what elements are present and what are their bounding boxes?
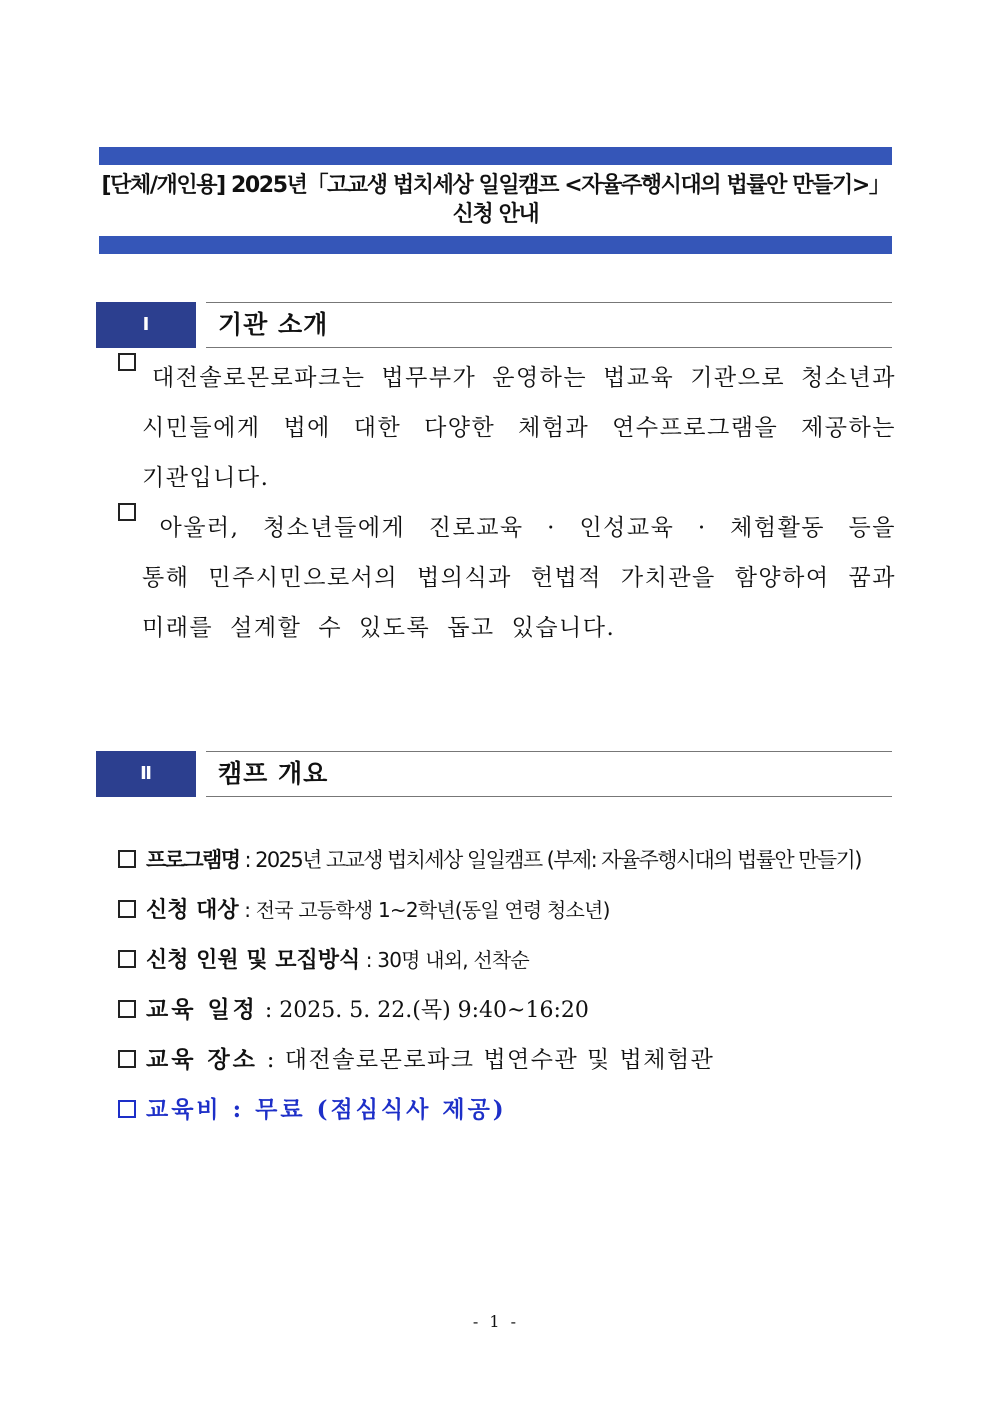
paragraph-word: 미래를 xyxy=(142,615,214,641)
paragraph-word: · xyxy=(547,515,556,541)
checkbox-icon xyxy=(118,503,136,521)
section-1-number: Ⅰ xyxy=(96,302,196,348)
paragraph-word: 다양한 xyxy=(424,415,496,441)
section-2-title-frame xyxy=(206,751,892,797)
paragraph-word: 시민들에게 xyxy=(142,415,261,441)
paragraph-word: 기관입니다. xyxy=(142,465,270,491)
item-value: : 2025년 고교생 법치세상 일일캠프 (부제: 자율주행시대의 법률안 만들기) xyxy=(239,848,861,872)
paragraph-word: 함양하여 xyxy=(734,565,830,591)
paragraph-word: 대한 xyxy=(353,415,402,441)
paragraph-word: · xyxy=(697,515,707,541)
paragraph-word: 제공하는 xyxy=(801,415,896,441)
item-label: 신청 대상 xyxy=(146,898,239,923)
section-2-number: Ⅱ xyxy=(96,751,196,797)
paragraph-word: 체험과 xyxy=(518,415,590,441)
paragraph-word: 운영하는 xyxy=(492,365,588,391)
paragraph-word: 법교육 xyxy=(603,365,675,391)
paragraph-word: 아울러, xyxy=(159,515,240,541)
section-2-header xyxy=(96,751,892,797)
intro-paragraph-2 xyxy=(118,503,896,653)
title-line-1: [단체/개인용] 2025년「고교생 법치세상 일일캠프 <자율주행시대의 법률안 만들기>」 xyxy=(101,173,890,198)
paragraph-word: 등을 xyxy=(848,515,896,541)
overview-item-fee xyxy=(118,1095,507,1125)
checkbox-icon xyxy=(118,1050,136,1068)
section-1-header xyxy=(96,302,892,348)
paragraph-line xyxy=(118,453,896,503)
paragraph-word: 청소년들에게 xyxy=(262,515,406,541)
paragraph-word: 체험활동 xyxy=(730,515,826,541)
checkbox-icon xyxy=(118,1000,136,1018)
document-title xyxy=(99,165,892,236)
section-1-title-frame xyxy=(206,302,892,348)
paragraph-word: 인성교육 xyxy=(579,515,675,541)
paragraph-word: 가치관을 xyxy=(620,565,716,591)
paragraph-line xyxy=(118,553,896,603)
paragraph-word: 대전솔로몬로파크는 xyxy=(151,365,366,391)
overview-item-target xyxy=(118,895,610,926)
paragraph-word: 수 xyxy=(318,615,343,641)
checkbox-icon xyxy=(118,1100,136,1118)
checkbox-icon xyxy=(118,353,136,371)
document-title-block xyxy=(99,147,892,254)
title-bottom-bar xyxy=(99,236,892,254)
paragraph-word: 연수프로그램을 xyxy=(612,415,779,441)
item-label: 프로그램명 xyxy=(146,848,240,872)
overview-item-program xyxy=(118,845,861,875)
paragraph-word: 꿈과 xyxy=(848,565,896,591)
section-2-title: 캠프 개요 xyxy=(218,759,329,788)
overview-item-location xyxy=(118,1045,714,1075)
overview-item-recruitment xyxy=(118,945,529,976)
item-value: : 2025. 5. 22.(목) 9:40~16:20 xyxy=(257,998,589,1023)
paragraph-line xyxy=(118,403,896,453)
overview-item-schedule xyxy=(118,995,589,1026)
item-label: 교육 일정 xyxy=(146,996,258,1023)
paragraph-word: 진로교육 xyxy=(428,515,524,541)
paragraph-word: 민주시민으로서의 xyxy=(208,565,399,591)
paragraph-word: 법에 xyxy=(283,415,331,441)
paragraph-word: 헌법적 xyxy=(530,565,602,591)
item-value: : 전국 고등학생 1~2학년(동일 연령 청소년) xyxy=(238,898,610,922)
paragraph-word: 법무부가 xyxy=(381,365,477,391)
page-number: - 1 - xyxy=(472,1312,520,1331)
section-1-title: 기관 소개 xyxy=(218,310,329,339)
item-label: 교육비 : 무료 (점심식사 제공) xyxy=(146,1096,507,1123)
paragraph-word: 있습니다. xyxy=(511,615,616,641)
checkbox-icon xyxy=(118,950,136,968)
checkbox-icon xyxy=(118,850,136,868)
paragraph-line xyxy=(118,503,896,553)
title-line-2: 신청 안내 xyxy=(452,202,539,227)
item-label: 신청 인원 및 모집방식 xyxy=(146,948,361,973)
title-top-bar xyxy=(99,147,892,165)
paragraph-word: 돕고 xyxy=(447,615,495,641)
item-label: 교육 장소 xyxy=(146,1046,258,1073)
paragraph-word: 법의식과 xyxy=(417,565,512,591)
item-value: : 대전솔로몬로파크 법연수관 및 법체험관 xyxy=(257,1047,715,1073)
item-value: : 30명 내외, 선착순 xyxy=(360,948,529,972)
paragraph-word: 청소년과 xyxy=(801,365,896,391)
paragraph-word: 통해 xyxy=(142,565,190,591)
paragraph-word: 기관으로 xyxy=(690,365,786,391)
intro-paragraph-1 xyxy=(118,353,896,503)
paragraph-line xyxy=(118,353,896,403)
checkbox-icon xyxy=(118,900,136,918)
paragraph-word: 설계할 xyxy=(230,615,302,641)
paragraph-line xyxy=(118,603,896,653)
paragraph-word: 있도록 xyxy=(359,615,431,641)
